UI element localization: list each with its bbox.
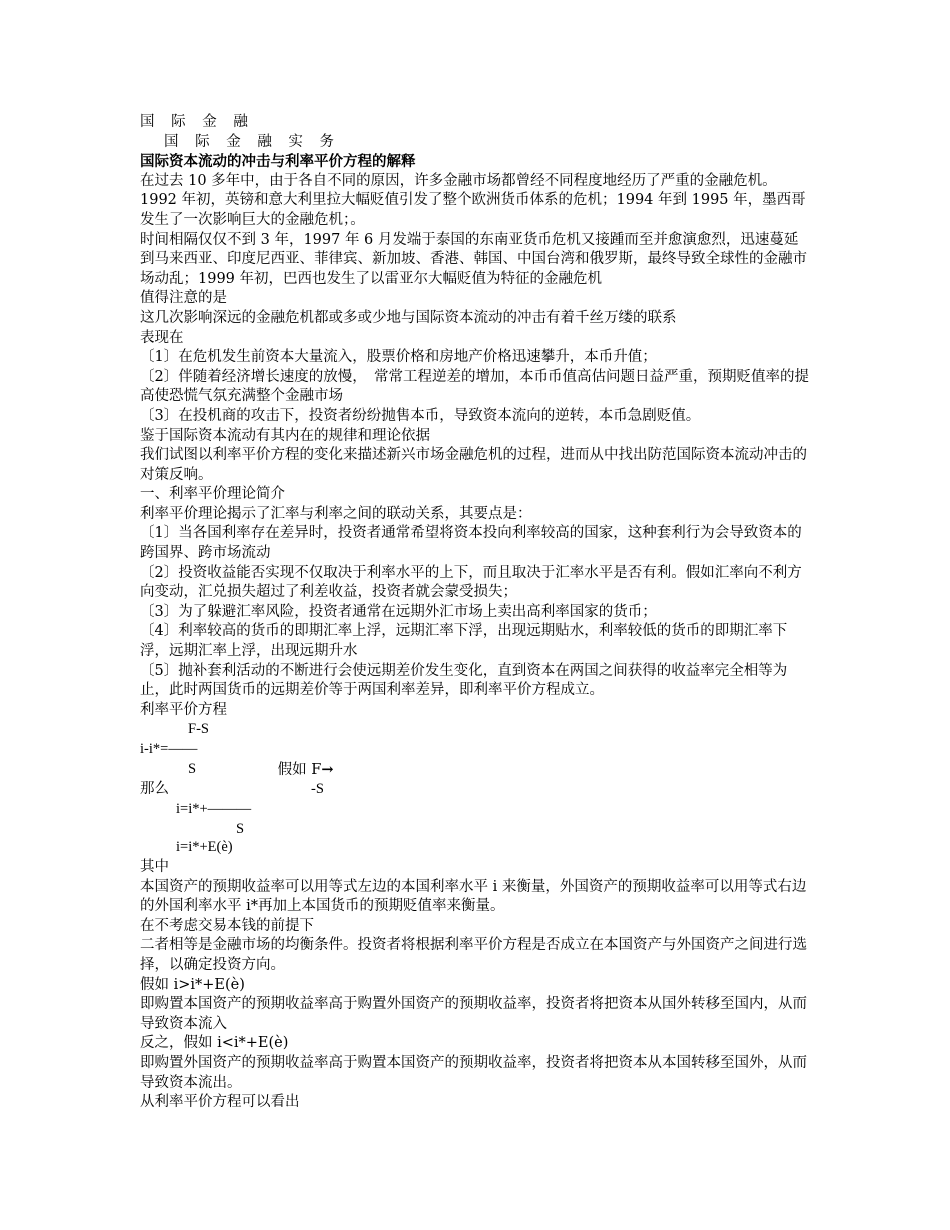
right-arrow-icon: → xyxy=(321,761,334,778)
paragraph: 时间相隔仅仅不到 3 年，1997 年 6 月发端于泰国的东南亚货币危机又接踵而至并愈演愈烈，迅速蔓延到马来西亚、印度尼西亚、菲律宾、新加坡、香港、韩国、中国台湾和俄罗斯，最终导致全球性的金融市场动乱；1999 年初，巴西也发生了以雷亚尔大幅贬值为特征的金融危机 xyxy=(140,231,807,287)
section-heading: 一、利率平价理论简介 xyxy=(140,486,285,503)
list-item: 〔3〕为了躲避汇率风险，投资者通常在远期外汇市场上卖出高利率国家的货币； xyxy=(140,603,657,620)
header-international-finance-practice: 国 际 金 融 实 务 xyxy=(164,133,341,150)
formula-denominator-2: S xyxy=(236,821,245,838)
then-label: 那么 xyxy=(140,781,169,798)
list-item: 〔1〕当各国利率存在差异时，投资者通常希望将资本投向利率较高的国家，这种套利行为会导致资本的跨国界、跨市场流动 xyxy=(140,525,802,562)
paragraph: 我们试图以利率平价方程的变化来描述新兴市场金融危机的过程，进而从中找出防范国际资本流动冲击的对策反响。 xyxy=(140,447,807,483)
formula-neg-s: -S xyxy=(311,781,324,798)
formula-expectation: i=i*+E(è) xyxy=(176,839,233,856)
article-title: 国际资本流动的冲击与利率平价方程的解释 xyxy=(140,153,416,171)
list-item: 〔2〕投资收益能否实现不仅取决于利率水平的上下，而且取决于汇率水平是否有利。假如汇率向不利方向变动，汇兑损失超过了利差收益，投资者就会蒙受损失； xyxy=(140,564,802,601)
paragraph: 其中 xyxy=(140,859,169,875)
formula-denominator: S xyxy=(188,761,197,778)
list-item: 〔1〕在危机发生前资本大量流入，股票价格和房地产价格迅速攀升，本币升值； xyxy=(140,349,657,366)
paragraph: 假如 i>i*+E(è) xyxy=(140,976,245,993)
paragraph: 鉴于国际资本流动有其内在的规律和理论依据 xyxy=(140,427,430,444)
interest-parity-formula xyxy=(140,720,812,838)
paragraph: 本国资产的预期收益率可以用等式左边的本国利率水平 i 来衡量，外国资产的预期收益率可以用等式右边的外国利率水平 i*再加上本国货币的预期贬值率来衡量。 xyxy=(140,878,807,915)
paragraph: 二者相等是金融市场的均衡条件。投资者将根据利率平价方程是否成立在本国资产与外国资产之间进行选择，以确定投资方向。 xyxy=(140,937,807,973)
formula-lhs-2: i=i*+——— xyxy=(176,801,252,818)
header-international-finance: 国 际 金 融 xyxy=(140,114,254,130)
paragraph: 利率平价理论揭示了汇率与利率之间的联动关系，其要点是： xyxy=(140,505,532,522)
list-item: 〔3〕在投机商的攻击下，投资者纷纷抛售本币，导致资本流向的逆转，本币急剧贬值。 xyxy=(140,407,701,424)
paragraph: 即购置本国资产的预期收益率高于购置外国资产的预期收益率，投资者将把资本从国外转移至国内，从而导致资本流入 xyxy=(140,996,807,1032)
paragraph: 在过去 10 多年中，由于各自不同的原因，许多金融市场都曾经不同程度地经历了严重的金融危机。 xyxy=(140,172,777,189)
formula-numerator: F-S xyxy=(188,721,209,738)
list-item: 〔2〕伴随着经济增长速度的放慢， 常常工程逆差的增加，本币币值高估问题日益严重，预期贬值率的提高使恐慌气氛充满整个金融市场 xyxy=(140,368,809,405)
paragraph: 表现在 xyxy=(140,329,184,346)
paragraph: 值得注意的是 xyxy=(140,290,227,307)
formula-lhs: i-i*=—— xyxy=(140,741,198,758)
paragraph: 从利率平价方程可以看出 xyxy=(140,1094,300,1111)
paragraph: 在不考虑交易本钱的前提下 xyxy=(140,917,314,934)
paragraph: 1992 年初，英镑和意大利里拉大幅贬值引发了整个欧洲货币体系的危机；1994 年到 1995 年，墨西哥发生了一次影响巨大的金融危机；。 xyxy=(140,192,806,228)
paragraph: 这几次影响深远的金融危机都或多或少地与国际资本流动的冲击有着千丝万缕的联系 xyxy=(140,309,677,326)
list-item: 〔5〕抛补套利活动的不断进行会使远期差价发生变化，直到资本在两国之间获得的收益率完全相等为止，此时两国货币的远期差价等于两国利率差异，即利率平价方程成立。 xyxy=(140,662,788,699)
paragraph: 即购置外国资产的预期收益率高于购置本国资产的预期收益率，投资者将把资本从本国转移至国外，从而导致资本流出。 xyxy=(140,1054,807,1091)
paragraph: 利率平价方程 xyxy=(140,701,227,718)
paragraph: 反之，假如 i<i*+E(è) xyxy=(140,1035,289,1052)
list-item: 〔4〕利率较高的货币的即期汇率上浮，远期汇率下浮，出现远期贴水，利率较低的货币的即期汇率下浮，远期汇率上浮，出现远期升水 xyxy=(140,623,788,660)
condition-text: 假如 F xyxy=(277,762,322,778)
document-page xyxy=(140,113,812,1113)
